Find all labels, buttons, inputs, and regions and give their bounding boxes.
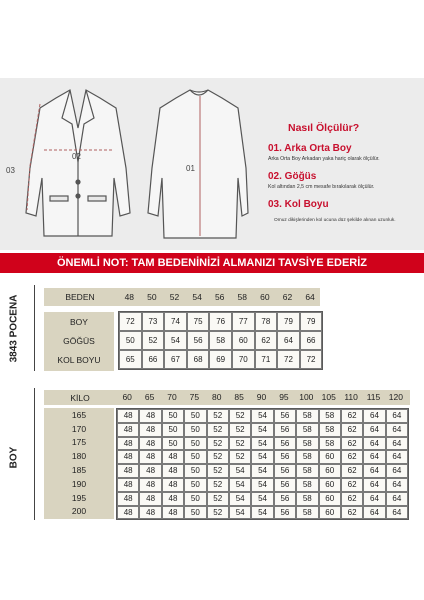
fit-cell: 52	[207, 450, 229, 464]
step-chest-title: 02. Göğüs	[268, 171, 317, 182]
fit-cell: 48	[117, 437, 139, 451]
fit-cell: 58	[296, 478, 318, 492]
fit-cell: 54	[251, 464, 273, 478]
fit-cell: 52	[207, 492, 229, 506]
size-cell: 72	[300, 350, 323, 369]
weight-header-cell: 85	[234, 392, 244, 402]
size-header-cell: 62	[282, 292, 293, 302]
height-row-label: 200	[71, 506, 87, 517]
size-cell: 54	[164, 331, 187, 350]
size-cell: 78	[255, 312, 278, 331]
size-cell: 79	[277, 312, 300, 331]
fit-row	[117, 450, 408, 464]
fit-cell: 64	[386, 506, 408, 520]
size-header-row	[44, 288, 320, 306]
fit-cell: 54	[251, 492, 273, 506]
size-cell: 73	[142, 312, 165, 331]
fit-cell: 62	[341, 492, 363, 506]
size-header-cell: 64	[305, 292, 315, 302]
fit-cell: 58	[296, 450, 318, 464]
fit-cell: 54	[251, 506, 273, 520]
fit-cell: 64	[386, 409, 408, 423]
fit-cell: 48	[117, 492, 139, 506]
fit-cell: 62	[341, 437, 363, 451]
weight-header-label: KİLO	[70, 392, 90, 403]
fit-cell: 56	[274, 409, 296, 423]
fit-cell: 60	[319, 478, 341, 492]
weight-header-cell: 100	[299, 392, 314, 402]
fit-cell: 50	[184, 478, 206, 492]
weight-header-cells	[116, 390, 407, 405]
height-row-label: 180	[71, 451, 87, 462]
fit-cell: 62	[341, 450, 363, 464]
fit-cell: 62	[341, 409, 363, 423]
fit-cell: 64	[363, 423, 385, 437]
fit-cell: 58	[296, 506, 318, 520]
fit-cell: 60	[319, 492, 341, 506]
fit-cell: 56	[274, 492, 296, 506]
weight-header-cell: 95	[279, 392, 289, 402]
fit-cell: 62	[341, 423, 363, 437]
weight-header-cell: 120	[388, 392, 403, 402]
fit-cell: 52	[207, 478, 229, 492]
size-cell: 69	[209, 350, 232, 369]
weight-header-cell: 110	[344, 392, 358, 402]
fit-cell: 54	[251, 478, 273, 492]
fit-cell: 56	[274, 478, 296, 492]
size-row	[119, 331, 322, 350]
fit-cell: 58	[296, 423, 318, 437]
fit-cell: 58	[319, 409, 341, 423]
fit-cell: 54	[251, 423, 273, 437]
fit-cell: 52	[229, 409, 251, 423]
fit-cell: 54	[229, 492, 251, 506]
fit-cell: 58	[319, 423, 341, 437]
size-header-cell: 58	[237, 292, 247, 302]
size-header-cell: 50	[147, 292, 157, 302]
fit-cell: 52	[207, 409, 229, 423]
fit-cell: 48	[162, 492, 184, 506]
fit-grid	[116, 408, 409, 520]
fit-cell: 60	[319, 464, 341, 478]
fit-cell: 58	[296, 409, 318, 423]
fit-cell: 48	[162, 506, 184, 520]
size-header-label: BEDEN	[65, 292, 95, 302]
jacket-diagram	[0, 78, 250, 250]
fit-cell: 58	[296, 464, 318, 478]
size-cell: 52	[142, 331, 165, 350]
fit-row	[117, 464, 408, 478]
fit-cell: 64	[363, 478, 385, 492]
height-axis-label	[2, 395, 26, 520]
size-cell: 67	[164, 350, 187, 369]
fit-cell: 54	[229, 464, 251, 478]
step-back-length-desc: Arka Orta Boy Arkadan yaka hariç olarak ölçülür.	[268, 156, 380, 162]
fit-row	[117, 423, 408, 437]
fit-cell: 64	[363, 450, 385, 464]
weight-header-cell: 80	[212, 392, 222, 402]
height-row-label: 185	[71, 465, 87, 476]
fit-cell: 48	[139, 423, 161, 437]
chest-marker: 02	[72, 152, 81, 161]
fit-cell: 50	[162, 409, 184, 423]
fit-cell: 56	[274, 423, 296, 437]
size-cell: 50	[119, 331, 142, 350]
size-cell: 58	[209, 331, 232, 350]
size-cell: 71	[255, 350, 278, 369]
height-row-label: 165	[71, 409, 87, 420]
fit-cell: 64	[386, 464, 408, 478]
fit-cell: 48	[139, 506, 161, 520]
fit-cell: 64	[386, 492, 408, 506]
fit-cell: 48	[139, 464, 161, 478]
fit-cell: 52	[207, 464, 229, 478]
height-row-label: 170	[71, 423, 87, 434]
size-row-label: GÖĞÜS	[63, 335, 95, 346]
size-header-cells	[118, 288, 321, 306]
size-cell: 72	[277, 350, 300, 369]
fit-cell: 48	[139, 492, 161, 506]
size-cell: 77	[232, 312, 255, 331]
fit-cell: 50	[184, 464, 206, 478]
fit-cell: 62	[341, 506, 363, 520]
fit-cell: 52	[229, 423, 251, 437]
size-row-label: BOY	[70, 316, 88, 327]
size-cell: 70	[232, 350, 255, 369]
fit-cell: 48	[139, 437, 161, 451]
weight-header-cell: 65	[144, 392, 155, 402]
weight-header-cell: 75	[189, 392, 200, 402]
sleeve-marker: 03	[6, 166, 15, 175]
fit-cell: 50	[184, 450, 206, 464]
size-header-cell: 60	[260, 292, 270, 302]
fit-cell: 48	[117, 478, 139, 492]
fit-cell: 52	[207, 423, 229, 437]
height-row-label: 190	[71, 478, 87, 489]
size-cell: 76	[209, 312, 232, 331]
size-header-cell: 48	[124, 292, 135, 302]
weight-header-cell: 70	[167, 392, 177, 402]
size-row	[119, 312, 322, 331]
size-cell: 72	[119, 312, 142, 331]
fit-cell: 50	[184, 492, 206, 506]
fit-cell: 48	[162, 464, 184, 478]
fit-cell: 52	[229, 437, 251, 451]
product-code-label	[2, 288, 26, 368]
fit-row	[117, 478, 408, 492]
fit-cell: 50	[162, 423, 184, 437]
size-grid	[118, 311, 323, 370]
measurement-guide	[0, 78, 424, 250]
height-row-label: 175	[71, 437, 87, 448]
step-back-length-title: 01. Arka Orta Boy	[268, 143, 352, 154]
fit-cell: 52	[207, 437, 229, 451]
important-note-banner: ÖNEMLİ NOT: TAM BEDENİNİZİ ALMANIZI TAVSİYE EDERİZ	[0, 253, 424, 273]
fit-cell: 48	[117, 464, 139, 478]
fit-cell: 64	[363, 492, 385, 506]
fit-row	[117, 437, 408, 451]
fit-cell: 48	[139, 478, 161, 492]
fit-cell: 64	[386, 450, 408, 464]
fit-cell: 60	[319, 506, 341, 520]
fit-cell: 48	[162, 478, 184, 492]
size-cell: 62	[255, 331, 278, 350]
fit-cell: 64	[363, 409, 385, 423]
how-to-title: Nasıl Ölçülür?	[288, 122, 360, 134]
fit-cell: 54	[251, 409, 273, 423]
fit-cell: 52	[229, 450, 251, 464]
fit-cell: 48	[139, 450, 161, 464]
fit-cell: 64	[363, 506, 385, 520]
fit-row	[117, 506, 408, 520]
fit-cell: 50	[184, 437, 206, 451]
fit-cell: 48	[117, 450, 139, 464]
fit-cell: 56	[274, 437, 296, 451]
fit-cell: 64	[363, 464, 385, 478]
fit-cell: 56	[274, 464, 296, 478]
fit-cell: 48	[117, 506, 139, 520]
size-header-cell: 54	[192, 292, 202, 302]
size-cell: 68	[187, 350, 210, 369]
size-cell: 56	[187, 331, 210, 350]
product-code-text: 3843 POCENA	[8, 294, 20, 362]
weight-header-cell: 90	[256, 392, 267, 402]
front-jacket-illustration	[26, 90, 130, 236]
fit-cell: 50	[184, 409, 206, 423]
fit-cell: 48	[117, 423, 139, 437]
fit-cell: 62	[341, 478, 363, 492]
fit-cell: 60	[319, 450, 341, 464]
fit-cell: 56	[274, 506, 296, 520]
fit-cell: 50	[162, 437, 184, 451]
size-header-cell: 52	[169, 292, 180, 302]
fit-cell: 56	[274, 450, 296, 464]
fit-cell: 58	[296, 437, 318, 451]
fit-cell: 58	[296, 492, 318, 506]
fit-cell: 64	[386, 423, 408, 437]
fit-cell: 64	[363, 437, 385, 451]
fit-cell: 48	[117, 409, 139, 423]
size-header-cell: 56	[214, 292, 225, 302]
size-cell: 75	[187, 312, 210, 331]
height-axis-separator	[34, 388, 35, 520]
weight-header-cell: 105	[321, 392, 336, 402]
fit-cell: 48	[139, 409, 161, 423]
size-cell: 74	[164, 312, 187, 331]
how-to-measure	[252, 122, 420, 223]
size-cell: 65	[119, 350, 142, 369]
step-sleeve-desc: Omuz dikişlerinden kol ucuna düz şekilde alınan uzunluk.	[274, 218, 396, 223]
size-cell: 79	[300, 312, 323, 331]
back-length-marker: 01	[186, 164, 195, 173]
size-row	[119, 350, 322, 369]
fit-cell: 54	[229, 478, 251, 492]
fit-cell: 64	[386, 478, 408, 492]
fit-cell: 50	[184, 506, 206, 520]
weight-header-row	[44, 390, 410, 405]
height-row-label: 195	[71, 492, 87, 503]
size-cell: 66	[142, 350, 165, 369]
fit-cell: 52	[207, 506, 229, 520]
size-cell: 64	[277, 331, 300, 350]
size-cell: 60	[232, 331, 255, 350]
fit-cell: 54	[229, 506, 251, 520]
step-sleeve-title: 03. Kol Boyu	[268, 199, 329, 210]
fit-cell: 48	[162, 450, 184, 464]
fit-cell: 62	[341, 464, 363, 478]
step-chest-desc: Kol altından 2,5 cm mesafe bırakılarak ölçülür.	[268, 184, 375, 190]
fit-cell: 64	[386, 437, 408, 451]
size-cell: 66	[300, 331, 323, 350]
weight-header-cell: 60	[122, 392, 132, 402]
back-jacket-illustration	[148, 90, 248, 238]
height-axis-text: BOY	[8, 446, 20, 469]
product-separator	[34, 285, 35, 371]
fit-cell: 54	[251, 450, 273, 464]
fit-row	[117, 409, 408, 423]
fit-row	[117, 492, 408, 506]
weight-header-cell: 115	[366, 392, 381, 402]
size-row-label: KOL BOYU	[57, 354, 101, 365]
fit-cell: 54	[251, 437, 273, 451]
fit-cell: 58	[319, 437, 341, 451]
fit-cell: 50	[184, 423, 206, 437]
